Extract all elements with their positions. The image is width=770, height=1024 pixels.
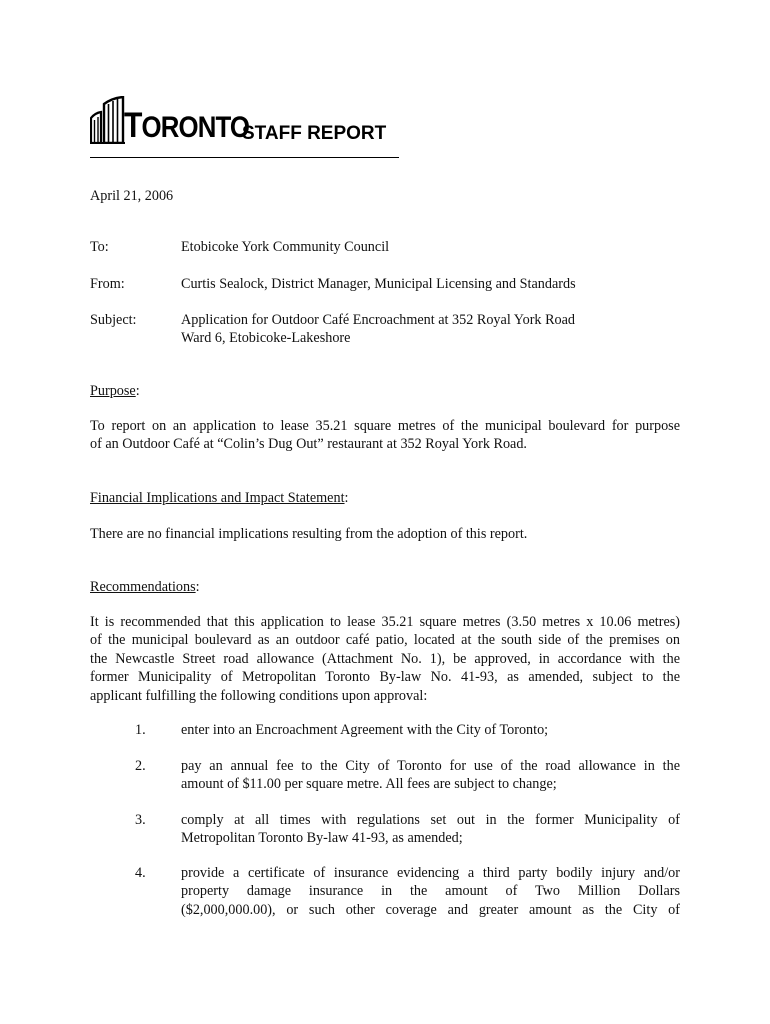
condition-item	[181, 811, 680, 848]
purpose-line: To report on an application to lease 35.21 square metres of the municipal boulevard for purpose	[90, 418, 680, 434]
from-label: From:	[90, 276, 125, 292]
to-value: Etobicoke York Community Council	[181, 239, 390, 255]
condition-item	[181, 721, 680, 739]
header-divider	[90, 157, 399, 158]
condition-number: 4.	[135, 865, 146, 881]
subject-line-1: Application for Outdoor Café Encroachment at 352 Royal York Road	[181, 312, 576, 328]
condition-item	[181, 864, 680, 919]
condition-line: amount of $11.00 per square metre. All fees are subject to change;	[181, 776, 557, 793]
recommendations-heading: Recommendations:	[90, 579, 200, 595]
report-type-title: STAFF REPORT	[242, 123, 387, 144]
condition-line: property damage insurance in the amount of Two Million Dollars	[181, 883, 680, 900]
condition-line: enter into an Encroachment Agreement with the City of Toronto;	[181, 722, 549, 738]
subject-label: Subject:	[90, 312, 137, 328]
recommendations-line: applicant fulfilling the following conditions upon approval:	[90, 687, 428, 704]
toronto-city-hall-logo-icon	[90, 96, 126, 144]
condition-line: pay an annual fee to the City of Toronto for use of the road allowance in the	[181, 758, 680, 774]
to-label: To:	[90, 239, 109, 255]
recommendations-line: It is recommended that this application to lease 35.21 square metres (3.50 metres x 10.06 metres)	[90, 614, 680, 630]
financial-heading: Financial Implications and Impact Statement:	[90, 490, 349, 506]
report-header	[90, 94, 400, 158]
condition-number: 3.	[135, 812, 146, 828]
purpose-heading: Purpose:	[90, 383, 140, 399]
recommendations-line: former Municipality of Metropolitan Toronto By-law No. 41-93, as amended, subject to the	[90, 669, 680, 686]
purpose-paragraph	[90, 417, 680, 454]
condition-number: 1.	[135, 722, 146, 738]
condition-number: 2.	[135, 758, 146, 774]
purpose-line: of an Outdoor Café at “Colin’s Dug Out” restaurant at 352 Royal York Road.	[90, 436, 527, 453]
condition-line: ($2,000,000.00), or such other coverage and greater amount as the City of	[181, 901, 680, 918]
condition-item	[181, 757, 680, 794]
financial-line: There are no financial implications resulting from the adoption of this report.	[90, 526, 528, 542]
from-value: Curtis Sealock, District Manager, Municipal Licensing and Standards	[181, 276, 576, 292]
financial-paragraph	[90, 525, 680, 543]
subject-line-2: Ward 6, Etobicoke-Lakeshore	[181, 330, 351, 346]
recommendations-line: the Newcastle Street road allowance (Attachment No. 1), be approved, in accordance with the	[90, 650, 680, 667]
report-date: April 21, 2006	[90, 188, 174, 204]
condition-line: comply at all times with regulations set out in the former Municipality of	[181, 812, 680, 828]
recommendations-line: of the municipal boulevard as an outdoor café patio, located at the south side of the premises on	[90, 632, 680, 649]
recommendations-paragraph	[90, 613, 680, 705]
condition-line: Metropolitan Toronto By-law 41-93, as amended;	[181, 830, 463, 847]
condition-line: provide a certificate of insurance evidencing a third party bodily injury and/or	[181, 865, 680, 881]
toronto-wordmark: TORONTO	[124, 106, 250, 145]
